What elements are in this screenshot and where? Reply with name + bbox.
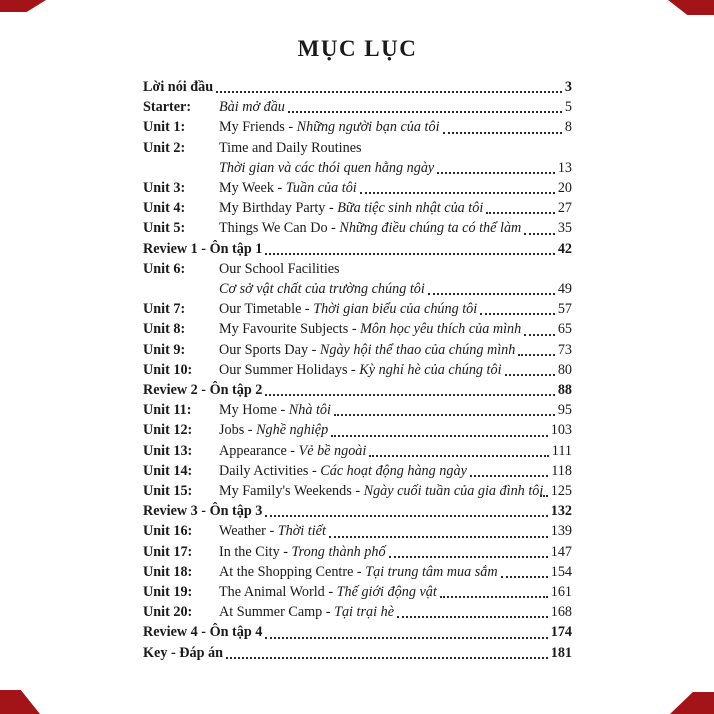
toc-dotted-leader (331, 435, 548, 437)
toc-page-number: 139 (550, 523, 572, 540)
toc-row (143, 198, 572, 218)
toc-page-number: 42 (557, 240, 572, 257)
toc-page-number: 88 (557, 382, 572, 399)
toc-title-vi: Trong thành phố (291, 543, 386, 560)
toc-entry-title (219, 319, 521, 339)
toc-row (143, 400, 572, 420)
toc-unit-label: Unit 1: (143, 119, 186, 136)
toc-title-en: Our Timetable (219, 301, 302, 318)
toc-entry-title (219, 218, 521, 238)
toc-separator: - (322, 604, 335, 621)
toc-page-number: 8 (564, 119, 572, 136)
toc-row (143, 622, 572, 642)
toc-unit-label: Unit 2: (143, 139, 186, 156)
toc-row (143, 158, 572, 178)
toc-row (143, 360, 572, 380)
toc-page-number: 57 (557, 301, 572, 318)
toc-entry-title (219, 117, 440, 137)
toc-unit-label: Unit 14: (143, 462, 193, 479)
toc-row (143, 602, 572, 622)
toc-row (143, 77, 572, 97)
toc-page-number: 161 (550, 584, 572, 601)
toc-entry-title (219, 481, 544, 501)
toc-row (143, 582, 572, 602)
toc-entry-title: Review 2 - Ôn tập 2 (143, 382, 263, 399)
toc-separator: - (286, 442, 299, 459)
toc-dotted-leader (265, 637, 547, 639)
toc-unit-label: Unit 7: (143, 301, 186, 318)
cover-corner-top-left (0, 0, 46, 12)
toc-unit-label: Starter: (143, 99, 192, 116)
toc-entry-title: Review 4 - Ôn tập 4 (143, 624, 263, 641)
toc-title-en: My Week (219, 180, 274, 197)
toc-separator: - (276, 402, 289, 419)
toc-title-vi: Kỳ nghỉ hè của chúng tôi (359, 361, 502, 378)
toc-entry-title: Lời nói đầu (143, 79, 214, 95)
toc-row (143, 138, 572, 158)
toc-dotted-leader (524, 334, 555, 336)
toc-unit-label: Unit 4: (143, 200, 186, 217)
toc-title-en: In the City (219, 543, 280, 560)
toc-dotted-leader (524, 233, 555, 235)
toc-entry-title (219, 138, 362, 158)
toc-page-number: 3 (564, 79, 572, 95)
toc-title-vi: Ngày hội thể thao của chúng mình (319, 341, 516, 358)
toc-page-number: 111 (551, 442, 572, 459)
toc-row (143, 117, 572, 137)
toc-title-en: My Friends (219, 119, 285, 136)
toc-separator: - (244, 422, 257, 439)
toc-unit-label: Unit 9: (143, 341, 186, 358)
toc-entry-title: Key - Đáp án (143, 644, 224, 661)
toc-dotted-leader (505, 374, 555, 376)
toc-separator: - (324, 584, 337, 601)
toc-title-vi: Những điều chúng ta có thể làm (339, 220, 522, 237)
toc-page-number: 118 (551, 462, 572, 479)
toc-separator: - (308, 462, 321, 479)
toc-title-vi: Thời gian và các thói quen hằng ngày (219, 159, 435, 176)
toc-page-number: 27 (557, 200, 572, 217)
toc-row (143, 420, 572, 440)
toc-title-en: Jobs (219, 422, 245, 439)
toc-title-vi: Tuần của tôi (285, 180, 357, 197)
toc-entry-title (219, 582, 437, 602)
toc-row (143, 340, 572, 360)
cover-corner-bottom-right (670, 692, 714, 714)
toc-separator: - (308, 341, 320, 358)
toc-row (143, 178, 572, 198)
toc-unit-label: Unit 5: (143, 220, 186, 237)
toc-page-number: 181 (550, 644, 572, 661)
toc-row (143, 97, 572, 117)
toc-title-vi: Nhà tôi (288, 402, 331, 419)
toc-entry-title (219, 441, 366, 461)
toc-dotted-leader (389, 556, 548, 558)
toc-separator: - (279, 543, 292, 560)
toc-dotted-leader (216, 91, 562, 93)
toc-page-number: 168 (550, 604, 572, 621)
toc-page-number: 147 (550, 543, 572, 560)
toc-separator: - (348, 321, 361, 338)
toc-row (143, 542, 572, 562)
toc-title-en: The Animal World (219, 584, 325, 601)
toc-row (143, 562, 572, 582)
toc-title-vi: Ngày cuối tuần của gia đình tôi (363, 483, 544, 500)
toc-row (143, 380, 572, 400)
toc-dotted-leader (486, 212, 555, 214)
toc-page-number: 73 (557, 341, 572, 358)
toc-unit-label: Unit 15: (143, 483, 193, 500)
toc-entry-title (219, 97, 285, 117)
toc-unit-label: Unit 20: (143, 604, 193, 621)
toc-unit-label: Unit 16: (143, 523, 193, 540)
toc-unit-label: Unit 19: (143, 584, 193, 601)
toc-title-en: At Summer Camp (219, 604, 323, 621)
toc-entry-title: Review 3 - Ôn tập 3 (143, 503, 263, 520)
toc-dotted-leader (540, 495, 548, 497)
toc-entry-title (219, 562, 498, 582)
toc-title-en: Appearance (219, 442, 287, 459)
toc-dotted-leader (518, 354, 554, 356)
toc-title-vi: Tại trung tâm mua sắm (365, 563, 498, 580)
toc-unit-label: Unit 17: (143, 543, 193, 560)
toc-title-en: At the Shopping Centre (219, 563, 354, 580)
toc-dotted-leader (440, 596, 548, 598)
toc-entry-title (219, 461, 467, 481)
toc-title-en: My Favourite Subjects (219, 321, 349, 338)
toc-page-number: 65 (557, 321, 572, 338)
toc-separator: - (353, 563, 366, 580)
toc-separator: - (351, 483, 364, 500)
toc-entry-title (219, 542, 386, 562)
toc-entry-title (219, 400, 331, 420)
toc-entry-title (219, 521, 326, 541)
toc-page-number: 80 (557, 361, 572, 378)
toc-unit-label: Unit 11: (143, 402, 192, 419)
toc-dotted-leader (501, 576, 548, 578)
toc-separator: - (284, 119, 297, 136)
toc-row (143, 501, 572, 521)
toc-dotted-leader (226, 657, 548, 659)
toc-page-number: 49 (557, 281, 572, 298)
toc-title-vi: Thời tiết (277, 523, 326, 540)
toc-dotted-leader (443, 132, 562, 134)
toc-title-vi: Những người bạn của tôi (296, 119, 440, 136)
toc-row (143, 643, 572, 663)
toc-entry-title (219, 420, 328, 440)
toc-dotted-leader (369, 455, 548, 457)
toc-unit-label: Unit 6: (143, 260, 186, 277)
toc-page-number: 35 (557, 220, 572, 237)
toc-entry-title (219, 178, 357, 198)
toc-list (143, 77, 572, 663)
toc-title-en: Time and Daily Routines (219, 139, 362, 156)
toc-title-vi: Các hoạt động hàng ngày (320, 462, 467, 479)
toc-row (143, 279, 572, 299)
toc-separator: - (301, 301, 314, 318)
toc-entry-title: Review 1 - Ôn tập 1 (143, 240, 263, 257)
toc-title-en: Daily Activities (219, 462, 309, 479)
toc-unit-label: Unit 13: (143, 442, 193, 459)
toc-title-vi: Cơ sở vật chất của trường chúng tôi (219, 281, 425, 298)
toc-title-en: My Home (219, 402, 277, 419)
toc-page-number: 125 (550, 483, 572, 500)
toc-title-en: Things We Can Do (219, 220, 328, 237)
toc-title-en: My Family's Weekends (219, 483, 352, 500)
toc-page-number: 103 (550, 422, 572, 439)
toc-unit-label: Unit 3: (143, 180, 186, 197)
toc-title-en: Our Sports Day (219, 341, 309, 358)
toc-row (143, 461, 572, 481)
toc-row (143, 218, 572, 238)
toc-page (143, 36, 572, 663)
toc-unit-label: Unit 10: (143, 361, 193, 378)
toc-entry-title (219, 299, 477, 319)
toc-entry-title (219, 259, 340, 279)
toc-entry-title (219, 602, 394, 622)
toc-title-en: Weather (219, 523, 266, 540)
toc-dotted-leader (265, 394, 554, 396)
toc-row (143, 299, 572, 319)
toc-page-number: 20 (557, 180, 572, 197)
toc-unit-label: Unit 8: (143, 321, 186, 338)
toc-title-vi: Bữa tiệc sinh nhật của tôi (337, 200, 484, 217)
toc-title-en: Our School Facilities (219, 260, 340, 277)
toc-dotted-leader (428, 293, 555, 295)
toc-title-vi: Vẻ bề ngoài (298, 442, 367, 459)
toc-entry-title (219, 198, 483, 218)
toc-unit-label: Unit 18: (143, 563, 193, 580)
toc-row (143, 319, 572, 339)
toc-row (143, 521, 572, 541)
toc-page-number: 5 (564, 99, 572, 116)
toc-dotted-leader (470, 475, 548, 477)
toc-row (143, 259, 572, 279)
cover-corner-bottom-left (0, 690, 40, 714)
page-title: MỤC LỤC (297, 36, 418, 61)
toc-title-en: Our Summer Holidays (219, 361, 348, 378)
toc-page-number: 13 (557, 159, 572, 176)
toc-dotted-leader (397, 616, 548, 618)
toc-page-number: 154 (550, 563, 572, 580)
toc-page-number: 132 (550, 503, 572, 520)
toc-row (143, 239, 572, 259)
toc-dotted-leader (329, 536, 548, 538)
toc-unit-label: Unit 12: (143, 422, 193, 439)
cover-corner-top-right (668, 0, 714, 15)
toc-separator: - (347, 361, 360, 378)
toc-title-vi: Bài mở đầu (219, 99, 285, 116)
toc-dotted-leader (437, 172, 555, 174)
toc-dotted-leader (288, 111, 562, 113)
toc-row (143, 481, 572, 501)
toc-title-vi: Tại trại hè (334, 604, 394, 621)
toc-title-vi: Môn học yêu thích của mình (360, 321, 522, 338)
toc-dotted-leader (360, 192, 555, 194)
toc-dotted-leader (334, 414, 555, 416)
toc-row (143, 441, 572, 461)
toc-title-vi: Thế giới động vật (336, 584, 437, 601)
toc-dotted-leader (265, 253, 554, 255)
toc-title-vi: Thời gian biểu của chúng tôi (313, 301, 478, 318)
toc-dotted-leader (480, 313, 555, 315)
toc-separator: - (327, 220, 340, 237)
toc-separator: - (325, 200, 338, 217)
toc-separator: - (273, 180, 286, 197)
toc-entry-title (219, 340, 515, 360)
toc-separator: - (265, 523, 278, 540)
toc-page-number: 174 (550, 624, 572, 641)
toc-dotted-leader (265, 515, 547, 517)
toc-title-vi: Nghề nghiệp (256, 422, 329, 439)
toc-page-number: 95 (557, 402, 572, 419)
toc-title-en: My Birthday Party (219, 200, 326, 217)
toc-entry-title (219, 360, 502, 380)
